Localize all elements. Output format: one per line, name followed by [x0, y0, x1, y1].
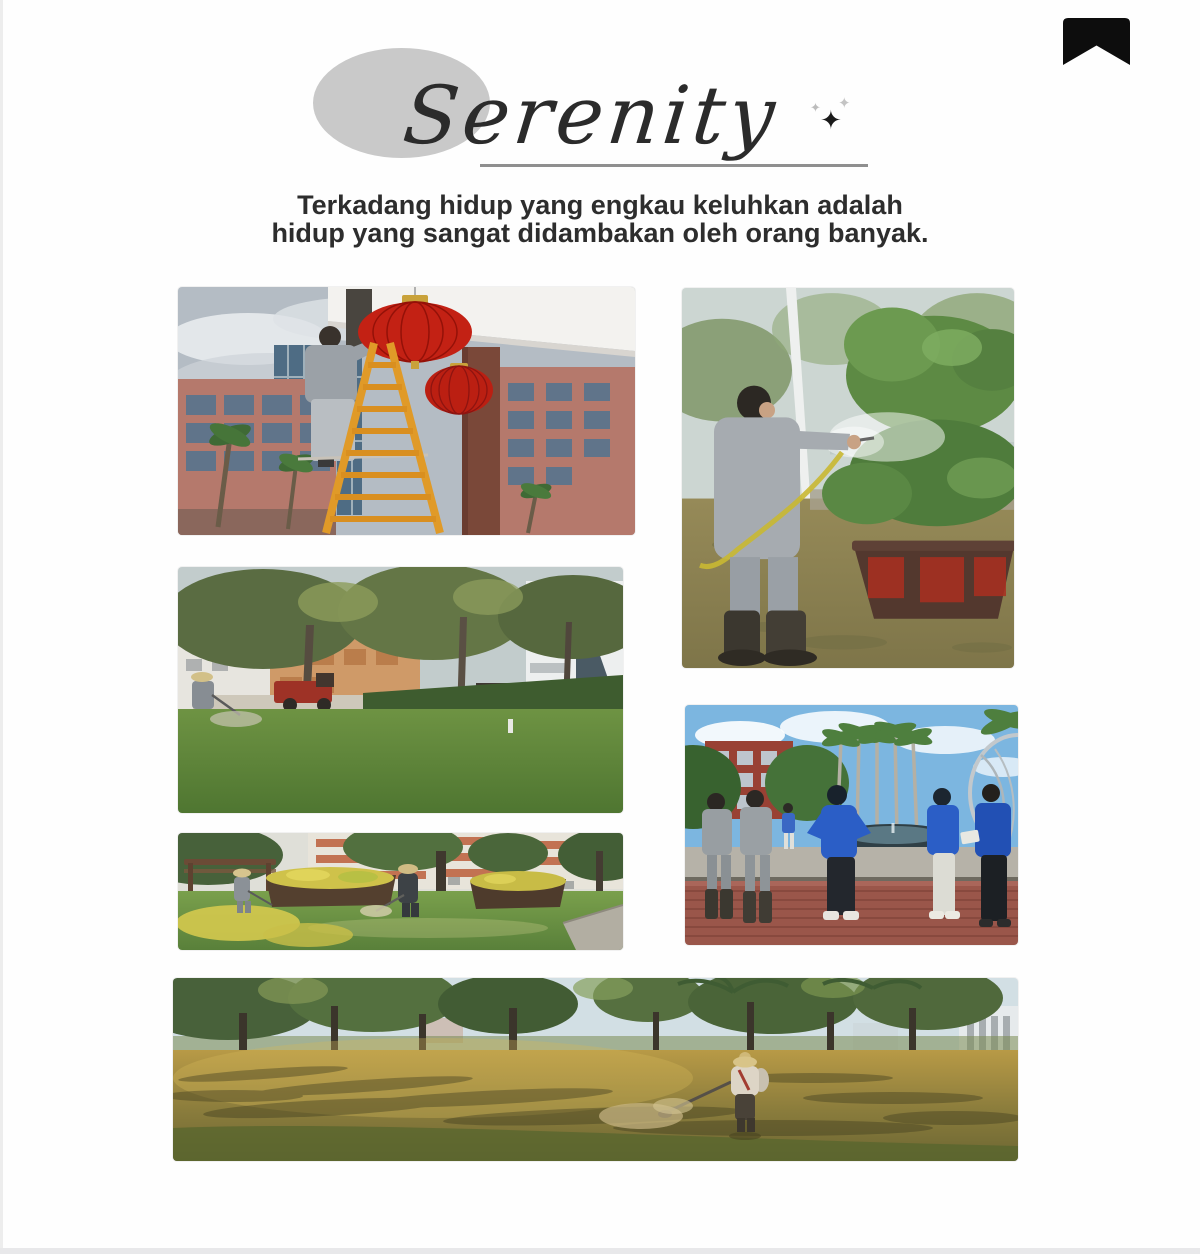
- dust-cloud: [360, 905, 392, 917]
- photo-team-plaza: [685, 705, 1018, 945]
- photo-sunset-trimming: [173, 978, 1018, 1161]
- photo-watering-tree: [682, 288, 1014, 668]
- sparkle-icon: ✦: [820, 106, 842, 136]
- bookmark-icon[interactable]: [1063, 18, 1130, 65]
- bottom-edge-strip: [0, 1248, 1200, 1254]
- sparkle-icon-small: ✦: [810, 101, 821, 116]
- left-edge-strip: [0, 0, 3, 1254]
- photo-campus-lawn: [178, 567, 623, 813]
- quote-line-2: hidup yang sangat didambakan oleh orang banyak.: [271, 218, 929, 248]
- photo-lantern-ladder: [178, 287, 635, 535]
- quote-text: [0, 191, 1200, 247]
- dust-cloud: [210, 711, 262, 727]
- tree-canopies: [178, 567, 623, 669]
- logo-underline: [480, 164, 868, 167]
- marker-post: [508, 719, 513, 733]
- sparkle-icon-small: ✦: [838, 94, 851, 112]
- photo-flower-planters: [178, 833, 623, 950]
- logo-script-text: Serenity: [399, 69, 784, 162]
- quote-line-1: Terkadang hidup yang engkau keluhkan adalah: [297, 190, 903, 220]
